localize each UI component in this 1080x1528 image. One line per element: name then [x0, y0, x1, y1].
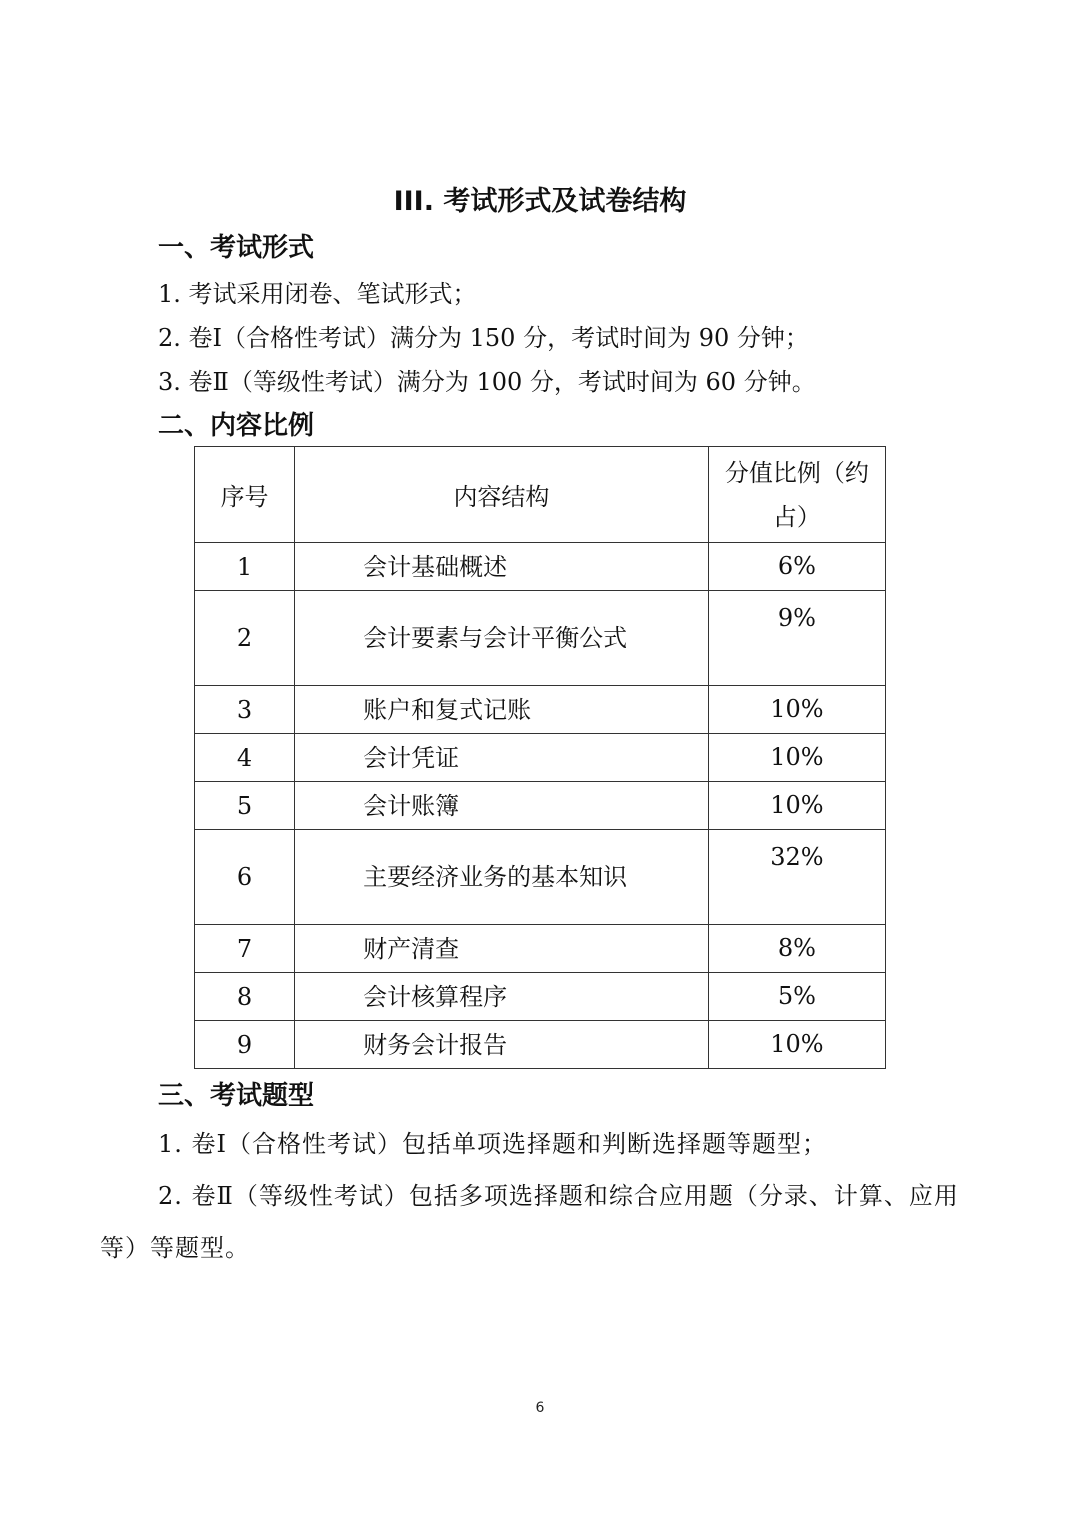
- row-no: 3: [195, 686, 295, 734]
- row-ratio: 10%: [708, 734, 885, 782]
- header-no: 序号: [195, 447, 295, 543]
- table-row: [195, 973, 886, 1021]
- header-ratio: 分值比例（约占）: [708, 447, 885, 543]
- table-row: [195, 1021, 886, 1069]
- row-ratio: 9%: [708, 591, 885, 686]
- exam-form-item-3: 3. 卷Ⅱ（等级性考试）满分为 100 分，考试时间为 60 分钟。: [158, 368, 816, 396]
- row-no: 5: [195, 782, 295, 830]
- row-no: 1: [195, 543, 295, 591]
- row-content: 会计凭证: [295, 734, 709, 782]
- row-no: 8: [195, 973, 295, 1021]
- header-content: 内容结构: [295, 447, 709, 543]
- row-no: 7: [195, 925, 295, 973]
- row-content: 会计基础概述: [295, 543, 709, 591]
- row-no: 9: [195, 1021, 295, 1069]
- row-ratio: 10%: [708, 1021, 885, 1069]
- row-ratio: 5%: [708, 973, 885, 1021]
- row-ratio: 10%: [708, 686, 885, 734]
- question-types-item-1: 1. 卷Ⅰ（合格性考试）包括单项选择题和判断选择题等题型；: [158, 1130, 828, 1158]
- question-types-item-2: 2. 卷Ⅱ（等级性考试）包括多项选择题和综合应用题（分录、计算、应用等）等题型。: [100, 1182, 959, 1262]
- row-content: 账户和复式记账: [295, 686, 709, 734]
- row-no: 2: [195, 591, 295, 686]
- row-ratio: 8%: [708, 925, 885, 973]
- table-row: [195, 543, 886, 591]
- exam-form-item-1: 1. 考试采用闭卷、笔试形式；: [158, 280, 477, 308]
- table-row: [195, 734, 886, 782]
- row-content: 会计核算程序: [295, 973, 709, 1021]
- row-ratio: 32%: [708, 830, 885, 925]
- exam-form-item-2: 2. 卷Ⅰ（合格性考试）满分为 150 分，考试时间为 90 分钟；: [158, 324, 809, 352]
- row-content: 财务会计报告: [295, 1021, 709, 1069]
- row-ratio: 10%: [708, 782, 885, 830]
- section-heading-question-types: 三、考试题型: [158, 1081, 315, 1111]
- row-content: 会计账簿: [295, 782, 709, 830]
- row-content: 财产清查: [295, 925, 709, 973]
- row-content: 主要经济业务的基本知识: [295, 830, 709, 925]
- table-row: [195, 830, 886, 925]
- page-title: III. 考试形式及试卷结构: [393, 186, 687, 217]
- row-no: 6: [195, 830, 295, 925]
- table-row: [195, 925, 886, 973]
- row-ratio: 6%: [708, 543, 885, 591]
- table-header-row: [195, 447, 886, 543]
- section-heading-content-ratio: 二、内容比例: [158, 411, 315, 441]
- table-row: [195, 782, 886, 830]
- table-row: [195, 686, 886, 734]
- page-number: 6: [535, 1400, 545, 1416]
- row-no: 4: [195, 734, 295, 782]
- table-row: [195, 591, 886, 686]
- row-content: 会计要素与会计平衡公式: [295, 591, 709, 686]
- content-ratio-table: [194, 446, 886, 1069]
- section-heading-exam-form: 一、考试形式: [158, 233, 315, 263]
